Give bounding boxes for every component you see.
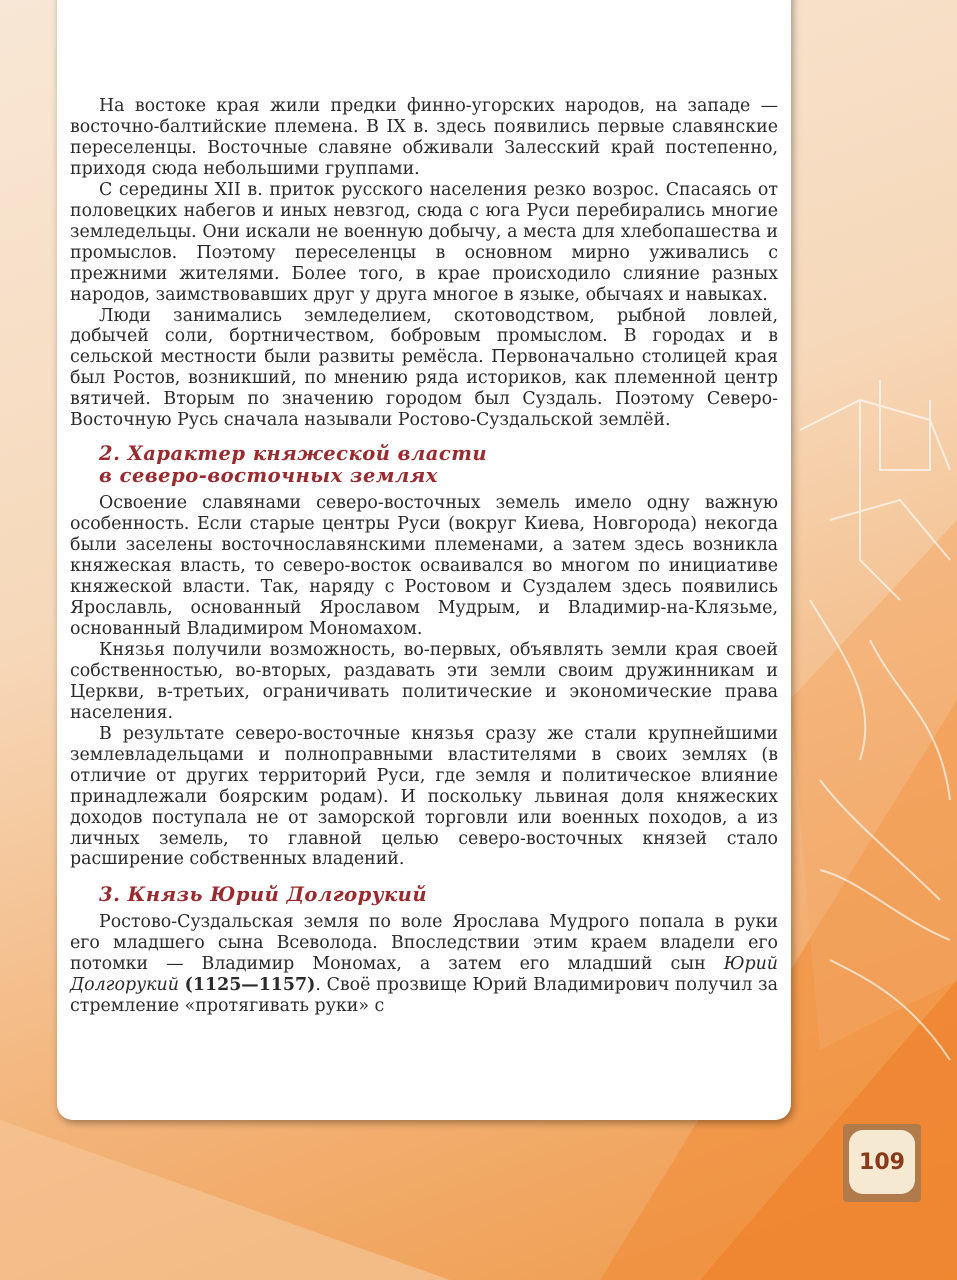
section-3-heading: 3. Князь Юрий Долгорукий — [99, 883, 428, 907]
section-2-heading — [99, 443, 778, 487]
text-run: . Своё прозвище Юрий Владимирович получил за стремление «протягивать руки» с — [70, 975, 778, 1017]
person-name: Юрий Долгорукий — [70, 954, 778, 996]
paragraph: В результате северо-восточные князья сразу же стали крупнейшими землевладельцами и полноправными властителями в своих землях (в отличие от других территорий Руси, где земля и политическое влияние принадлежали боярским родам). И поскольку львиная доля княжеских доходов поступала не от заморской торговли или военных походов, а из личных земель, то главной целью северо-восточных князей стало расширение собственных владений. — [70, 723, 778, 870]
paragraph: Князья получили возможность, во-первых, объявлять земли края своей собственностью, во-вторых, раздавать эти земли своим дружинникам и Церкви, в-третьих, ограничивать политические и экономические права населения. — [70, 639, 778, 723]
page-number-badge — [843, 1124, 921, 1202]
heading-line: 2. Характер княжеской власти — [99, 442, 488, 466]
paragraph: Освоение славянами северо-восточных земель имело одну важную особенность. Если старые центры Руси (вокруг Киева, Новгорода) некогда были заселены восточнославянскими племенами, а затем здесь возникла княжеская власть, то северо-восток осваивался во многом по инициативе княжеской власти. Так, наряду с Ростовом и Суздалем здесь появились Ярославль, основанный Ярославом Мудрым, и Владимир-на-Клязьме, основанный Владимиром Мономахом. — [70, 493, 778, 639]
paragraph: На востоке края жили предки финно-угорских народов, на западе — восточно-балтийские племена. В IX в. здесь появились первые славянские переселенцы. Восточные славяне обживали Залесский край постепенно, приходя сюда небольшими группами. — [70, 96, 778, 179]
page-number: 109 — [849, 1130, 915, 1194]
page-content — [70, 96, 778, 1017]
paragraph: Люди занимались земледелием, скотоводством, рыбной ловлей, добычей соли, бортничеством, бобровым промыслом. В городах и в сельской местности были развиты ремёсла. Первоначально столицей края был Ростов, возникший, по мнению ряда историков, как племенной центр вятичей. Вторым по значению городом был Суздаль. Поэтому Северо-Восточную Русь сначала называли Ростово-Суздальской землёй. — [70, 305, 778, 431]
paragraph — [70, 912, 778, 1017]
heading-line: в северо-восточных землях — [99, 464, 438, 488]
paragraph: С середины XII в. приток русского населения резко возрос. Спасаясь от половецких набегов и иных невзгод, сюда с юга Руси перебирались многие земледельцы. Они искали не военную добычу, а места для хлебопашества и промыслов. Поэтому переселенцы в основном мирно уживались с прежними жителями. Более того, в крае происходило слияние разных народов, заимствовавших друг у друга многое в языке, обычаях и навыках. — [70, 179, 778, 305]
reign-dates: (1125—1157) — [184, 975, 316, 996]
text-run: Ростово-Суздальская земля по воле Ярослава Мудрого попала в руки его младшего сына Всеволода. Впоследствии этим краем владели его потомки — Владимир Мономах, а затем его младший сын — [70, 912, 778, 975]
